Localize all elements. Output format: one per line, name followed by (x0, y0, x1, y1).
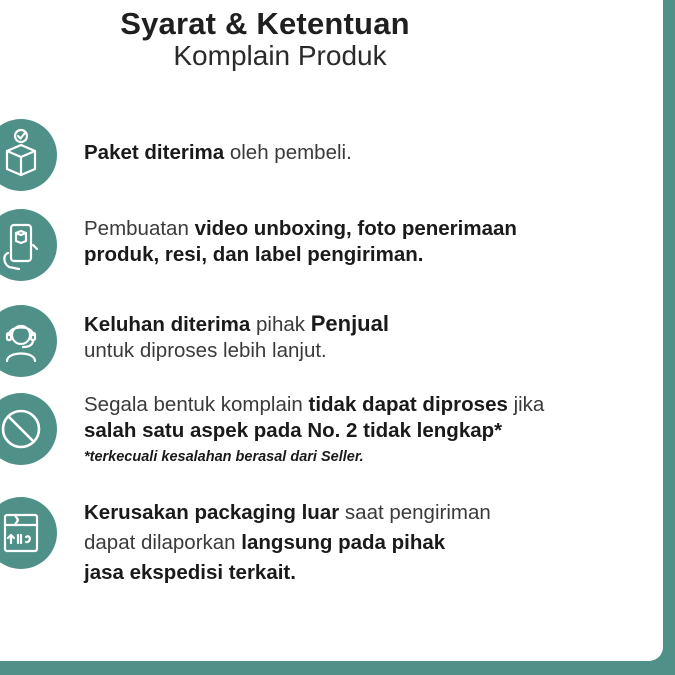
list-item (84, 500, 491, 586)
package-check-icon (0, 119, 57, 191)
list-item (84, 392, 544, 468)
list-item (84, 311, 389, 364)
item-2-bold: video unboxing, foto penerimaan (194, 217, 517, 240)
item-3-bold-seller: Penjual (310, 311, 389, 336)
item-4-note: *terkecuali kesalahan berasal dari Seller. (84, 449, 364, 465)
customer-service-icon (0, 305, 57, 377)
damaged-box-icon (0, 497, 57, 569)
list-item (84, 140, 352, 166)
item-5-bold: Kerusakan packaging luar (84, 501, 340, 524)
prohibited-icon (0, 393, 57, 465)
page-title: Syarat & Ketentuan (120, 6, 410, 41)
item-1-text: oleh pembeli. (224, 141, 352, 164)
phone-unboxing-icon (0, 209, 57, 281)
item-5-bold-line2: langsung pada pihak (241, 531, 446, 554)
page-subtitle: Komplain Produk (173, 40, 387, 71)
item-5-text-line2: dapat dilaporkan (84, 531, 242, 554)
item-4-bold-line2: salah satu aspek pada No. 2 tidak lengkap* (84, 419, 503, 442)
item-4-bold: tidak dapat diproses (308, 393, 508, 416)
item-1-bold: Paket diterima (84, 141, 225, 164)
item-4-text-end: jika (507, 393, 545, 416)
item-3-text-line2: untuk diproses lebih lanjut. (84, 339, 327, 362)
item-4-text: Segala bentuk komplain (84, 393, 309, 416)
item-3-text: pihak (250, 313, 311, 336)
item-3-bold: Keluhan diterima (84, 313, 251, 336)
item-5-bold-line3: jasa ekspedisi terkait. (84, 561, 296, 584)
item-2-text: Pembuatan (84, 217, 195, 240)
list-item (84, 216, 517, 268)
item-2-bold-line2: produk, resi, dan label pengiriman. (84, 243, 424, 266)
item-5-text: saat pengiriman (339, 501, 491, 524)
